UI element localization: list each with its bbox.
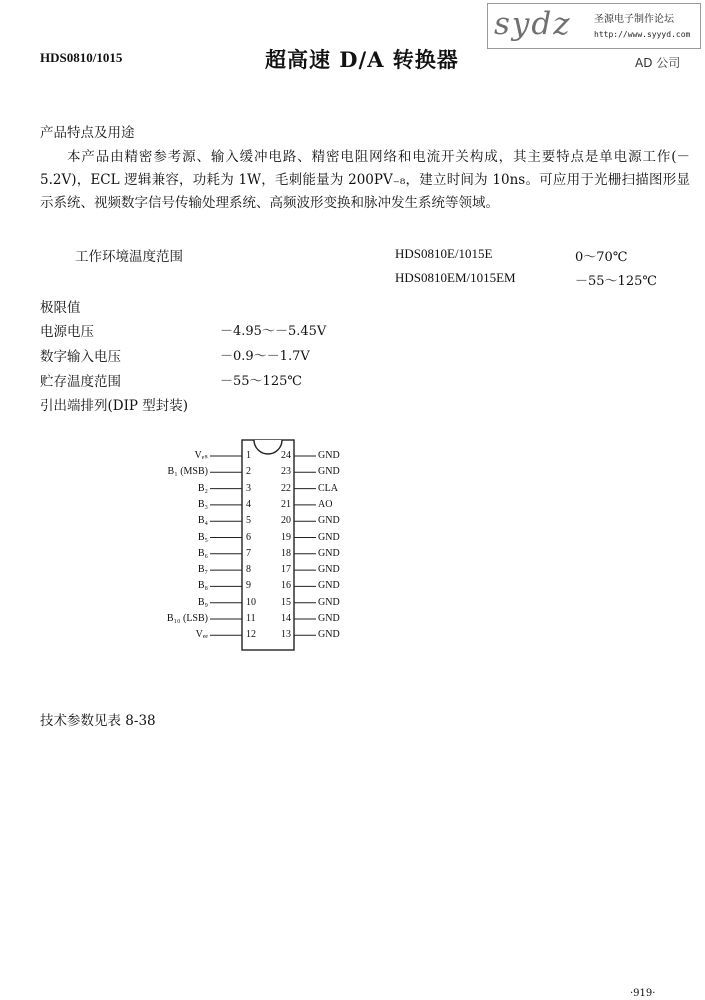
features-heading: 产品特点及用途 (40, 125, 135, 141)
pin-number-18: 18 (281, 547, 291, 559)
watermark-script: sydz (494, 6, 572, 42)
watermark-url: http://www.syyyd.com (594, 30, 691, 39)
pin-name-8: B₇ (197, 564, 208, 576)
env-range-2: －55～125℃ (575, 274, 657, 289)
limit-label-3: 贮存温度范围 (40, 374, 121, 390)
pin-name-13: GND (318, 629, 340, 641)
env-model-1: HDS0810E/1015E (395, 246, 493, 261)
pin-name-6: B₅ (197, 531, 208, 543)
pin-name-1: Vₑₛ (194, 450, 208, 461)
pin-number-12: 12 (246, 629, 256, 641)
pin-number-11: 11 (246, 613, 256, 624)
pin-number-14: 14 (281, 613, 291, 624)
pin-number-3: 3 (246, 482, 251, 494)
env-range-1: 0～70℃ (575, 250, 628, 265)
pin-name-23: GND (318, 466, 340, 478)
pin-number-13: 13 (281, 629, 291, 641)
env-temp-label: 工作环境温度范围 (75, 249, 183, 265)
pin-number-20: 20 (281, 515, 291, 527)
pin-number-9: 9 (246, 580, 251, 592)
pin-number-1: 1 (246, 450, 251, 461)
pin-lines (210, 456, 316, 635)
pin-name-11: B₁₀ (LSB) (166, 613, 208, 624)
pin-number-10: 10 (246, 596, 256, 608)
pin-name-2: B₁ (MSB) (167, 466, 208, 478)
pin-number-6: 6 (246, 531, 251, 543)
features-body: 本产品由精密参考源、输入缓冲电路、精密电阻网络和电流开关构成，其主要特点是单电源工作(－5.2V)，ECL 逻辑兼容，功耗为 1W，毛刺能量为 200PV₋₈，建立时间为 10ns。可应用于光栅扫描图形显示系统、视频数字信号传输处理系统、高频波形变换和脉冲发生系统等领域。 (40, 149, 690, 211)
pin-name-3: B₂ (197, 482, 208, 494)
pin-name-21: AO (318, 498, 333, 510)
pin-name-4: B₃ (197, 498, 208, 510)
dip-notch (254, 440, 282, 454)
pin-name-19: GND (318, 531, 340, 543)
pin-number-2: 2 (246, 466, 251, 478)
company-name: AD 公司 (635, 56, 681, 70)
watermark-site-name: 圣源电子制作论坛 (594, 14, 674, 25)
pin-number-7: 7 (246, 547, 251, 559)
pin-number-16: 16 (281, 580, 291, 592)
limit-value-2: －0.9～－1.7V (220, 349, 310, 364)
limits-heading: 极限值 (40, 300, 81, 316)
pin-name-10: B₉ (197, 596, 208, 608)
pinout-heading: 引出端排列(DIP 型封装) (40, 398, 189, 414)
pin-number-8: 8 (246, 564, 251, 576)
pin-name-16: GND (318, 580, 340, 592)
pin-name-20: GND (318, 515, 340, 527)
limit-label-2: 数字输入电压 (40, 349, 121, 365)
pin-name-17: GND (318, 564, 340, 576)
pin-name-5: B₄ (197, 515, 208, 527)
pin-number-17: 17 (281, 564, 291, 576)
pin-number-15: 15 (281, 596, 291, 608)
pin-name-14: GND (318, 613, 340, 624)
page-number: ·919· (630, 988, 656, 999)
tech-params-reference: 技术参数见表 8-38 (40, 713, 156, 729)
pin-number-19: 19 (281, 531, 291, 543)
pin-name-12: Vₑₑ (195, 629, 208, 641)
pin-name-24: GND (318, 450, 340, 461)
pin-name-9: B₈ (197, 580, 208, 592)
pin-number-5: 5 (246, 515, 251, 527)
part-number: HDS0810/1015 (40, 50, 123, 65)
limit-value-3: －55～125℃ (220, 374, 302, 389)
pin-number-24: 24 (281, 450, 291, 461)
page-title: 超高速 D/A 转换器 (265, 47, 459, 72)
limit-value-1: －4.95～－5.45V (220, 324, 327, 339)
pin-name-15: GND (318, 596, 340, 608)
limit-label-1: 电源电压 (40, 324, 94, 340)
pin-name-7: B₆ (197, 547, 208, 559)
env-model-2: HDS0810EM/1015EM (395, 270, 516, 285)
pin-name-22: CLA (318, 482, 338, 494)
pin-number-21: 21 (281, 498, 291, 510)
pin-number-23: 23 (281, 466, 291, 478)
pin-number-4: 4 (246, 498, 251, 510)
pin-number-22: 22 (281, 482, 291, 494)
pin-name-18: GND (318, 547, 340, 559)
